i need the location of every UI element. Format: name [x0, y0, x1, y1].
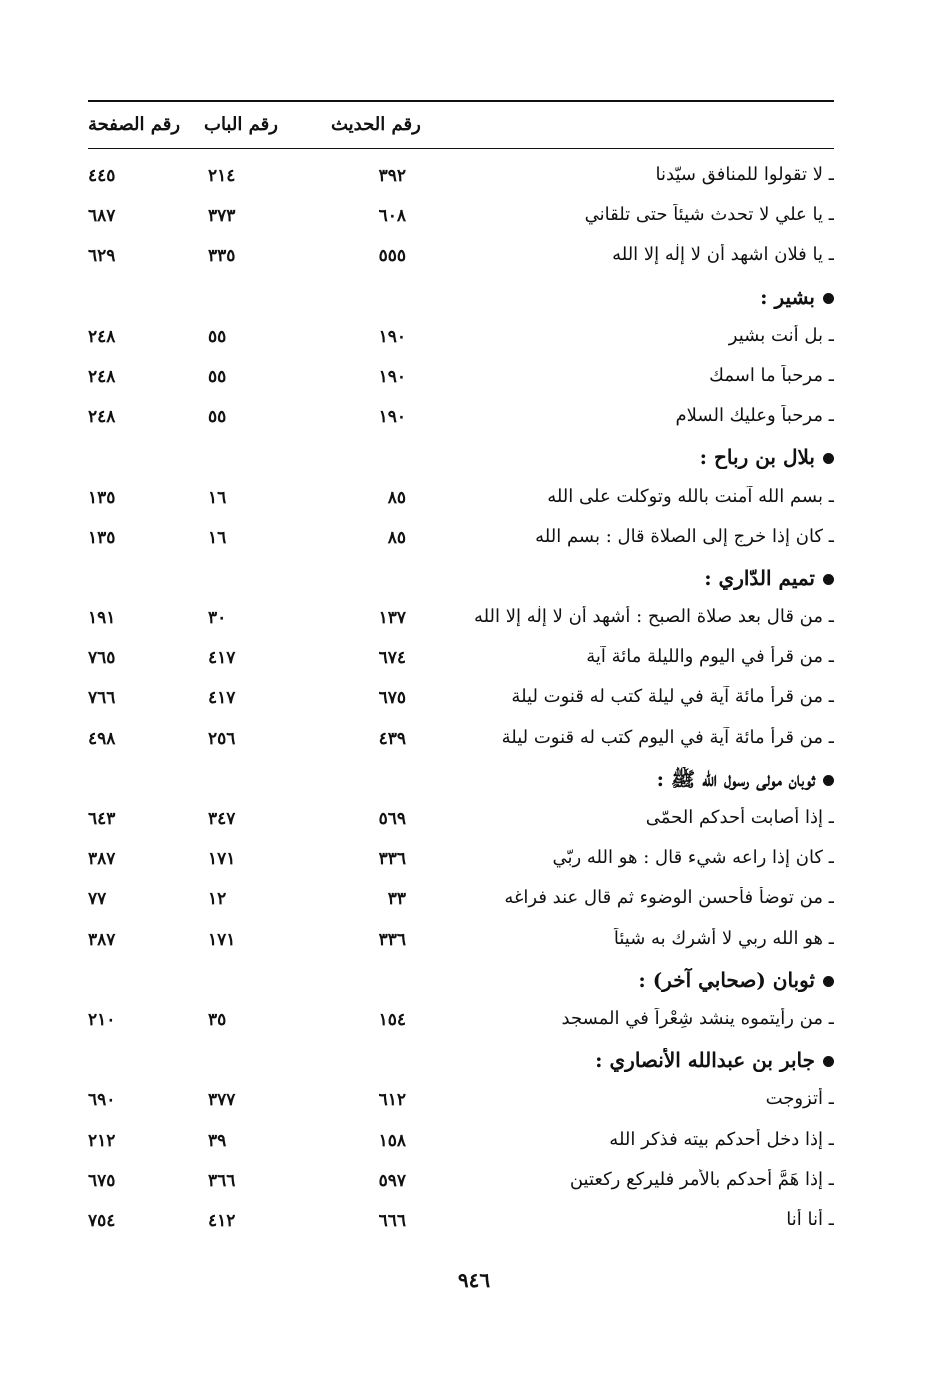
row-text: ـ بسم الله آمنت بالله وتوكلت على الله	[547, 485, 834, 507]
row-text: ـ من توضأ فأحسن الوضوء ثم قال عند فراغه	[504, 887, 834, 909]
hadith-number: ٨٥	[387, 527, 406, 548]
hadith-number: ٣٩٢	[378, 166, 406, 186]
page-number: ١٣٥	[88, 527, 116, 548]
row-text: ـ أتزوجت	[765, 1088, 834, 1110]
chapter-number: ٤١٢	[208, 1210, 236, 1231]
hadith-number: ٥٩٧	[378, 1170, 406, 1191]
page-number: ١٩١	[88, 608, 116, 629]
page-number: ٦٧٥	[88, 1170, 116, 1191]
narrator-heading	[88, 1044, 834, 1084]
row-text: ـ إذا أصابت أحدكم الحمّى	[645, 807, 834, 828]
hadith-text	[414, 1088, 834, 1109]
chapter-number: ٤١٧	[208, 648, 236, 669]
hadith-text	[414, 204, 834, 225]
hadith-row	[88, 321, 834, 361]
row-text: ـ كان إذا خرج إلى الصلاة قال : بسم الله	[535, 525, 834, 547]
hadith-text	[414, 646, 834, 667]
row-text: ـ مرحباً وعليك السلام	[675, 405, 834, 427]
page-number: ٢١٠	[88, 1009, 116, 1030]
bullet-icon	[823, 453, 834, 464]
chapter-number: ٣٩	[208, 1130, 227, 1151]
row-text: ـ إذا دخل أحدكم بيته فذكر الله	[609, 1128, 834, 1150]
row-text: ـ من قرأ مائة آية في ليلة كتب له قنوت ليلة	[511, 686, 834, 708]
row-text: جابر بن عبدالله الأنصاري :	[595, 1048, 815, 1073]
narrator-name	[414, 445, 834, 469]
bullet-icon	[823, 1056, 834, 1067]
hadith-text	[414, 686, 834, 707]
hadith-number: ٥٥٥	[378, 246, 406, 267]
page-number: ٦٤٣	[88, 809, 116, 829]
page-number: ٧٦٦	[88, 688, 116, 709]
row-text: تميم الدّاري :	[704, 565, 815, 590]
hadith-number: ٦١٢	[378, 1090, 406, 1111]
table-header	[88, 110, 834, 144]
hadith-text	[414, 606, 834, 627]
hadith-number: ٣٣	[387, 889, 406, 910]
hadith-row	[88, 642, 834, 682]
page-footer-number: ٩٤٦	[457, 1268, 491, 1292]
narrator-heading	[88, 281, 834, 321]
page-number: ٤٤٥	[88, 166, 116, 186]
top-rule	[88, 100, 834, 102]
hadith-row	[88, 1004, 834, 1044]
hadith-row	[88, 1084, 834, 1124]
page-number: ٦٩٠	[88, 1090, 116, 1111]
page-number-column-label: رقم الصفحة	[88, 114, 181, 135]
narrator-heading	[88, 763, 834, 803]
row-text: ثوبان مولى رسول الله ﷺ :	[656, 766, 815, 791]
hadith-text	[414, 887, 834, 908]
hadith-text	[414, 526, 834, 547]
hadith-row	[88, 1205, 834, 1245]
hadith-row	[88, 240, 834, 280]
hadith-row	[88, 522, 834, 562]
page-number: ٣٨٧	[88, 929, 116, 950]
page-number: ٦٨٧	[88, 206, 116, 227]
hadith-text	[414, 365, 834, 386]
hadith-text	[414, 807, 834, 828]
hadith-number: ٣٣٦	[378, 929, 406, 950]
row-text: بلال بن رباح :	[699, 445, 815, 470]
page-number: ٧٥٤	[88, 1210, 116, 1231]
row-text: ـ هو الله ربي لا أشرك به شيئاً	[613, 927, 834, 949]
hadith-number: ١٩٠	[378, 366, 406, 387]
hadith-text	[414, 164, 834, 185]
hadith-text	[414, 325, 834, 346]
header-rule	[88, 148, 834, 149]
hadith-number: ٦٧٤	[378, 648, 406, 669]
narrator-name	[414, 767, 834, 796]
hadith-row	[88, 723, 834, 763]
chapter-number: ٣٤٧	[208, 809, 236, 829]
chapter-number: ١٧١	[208, 849, 236, 870]
hadith-number: ١٩٠	[378, 326, 406, 347]
row-text: ـ إذا هَمَّ أحدكم بالأمر فليركع ركعتين	[569, 1168, 834, 1190]
chapter-number: ٥٥	[208, 326, 227, 347]
bullet-icon	[823, 976, 834, 987]
bullet-icon	[823, 574, 834, 585]
hadith-number: ١٩٠	[378, 407, 406, 428]
page-number: ٧٦٥	[88, 648, 116, 669]
page-number: ٢٤٨	[88, 366, 116, 387]
row-text: ـ من قرأ مائة آية في اليوم كتب له قنوت ليلة	[501, 726, 834, 748]
hadith-row	[88, 200, 834, 240]
page-number: ١٣٥	[88, 487, 116, 508]
index-list	[88, 160, 834, 1245]
hadith-number: ١٣٧	[378, 608, 406, 629]
hadith-number: ٦٠٨	[378, 206, 406, 227]
row-text: ـ مرحباً ما اسمك	[709, 364, 834, 386]
chapter-number: ٣٧٧	[208, 1090, 236, 1111]
chapter-number: ٣٧٣	[208, 206, 236, 227]
narrator-name	[414, 1048, 834, 1072]
page-number: ٤٩٨	[88, 728, 116, 749]
chapter-number: ١٢	[208, 889, 227, 910]
chapter-number: ٥٥	[208, 407, 227, 428]
hadith-number: ٣٣٦	[378, 849, 406, 870]
hadith-row	[88, 160, 834, 200]
row-text: ـ من رأيتموه ينشد شِعْراً في المسجد	[561, 1007, 834, 1029]
hadith-row	[88, 602, 834, 642]
row-text: ـ يا فلان اشهد أن لا إلٰه إلا الله	[612, 244, 834, 266]
narrator-heading	[88, 562, 834, 602]
row-text: ـ أنا أنا	[786, 1208, 834, 1230]
hadith-number: ٦٧٥	[378, 688, 406, 709]
row-text: ـ من قال بعد صلاة الصبح : أشهد أن لا إلٰه إلا الله	[473, 606, 834, 628]
narrator-heading	[88, 964, 834, 1004]
row-text: ـ لا تقولوا للمنافق سيّدنا	[655, 164, 834, 185]
hadith-text	[414, 1129, 834, 1150]
row-text: ـ من قرأ في اليوم والليلة مائة آية	[586, 646, 834, 668]
row-text: ثوبان (صحابي آخر) :	[638, 967, 815, 992]
hadith-row	[88, 401, 834, 441]
chapter-number-column-label: رقم الباب	[204, 114, 278, 135]
chapter-number: ١٦	[208, 487, 227, 508]
hadith-row	[88, 482, 834, 522]
hadith-text	[414, 847, 834, 868]
bullet-icon	[823, 293, 834, 304]
page-number: ٦٢٩	[88, 246, 116, 267]
chapter-number: ٣٠	[208, 608, 227, 629]
hadith-row	[88, 1165, 834, 1205]
page-number: ٧٧	[88, 889, 107, 910]
hadith-number: ٤٣٩	[378, 728, 406, 749]
hadith-row	[88, 1125, 834, 1165]
hadith-number: ١٥٨	[378, 1130, 406, 1151]
narrator-name	[414, 968, 834, 992]
hadith-text	[414, 486, 834, 507]
hadith-number: ٦٦٦	[378, 1210, 406, 1231]
chapter-number: ٣٦٦	[208, 1170, 236, 1191]
page-number: ٢١٢	[88, 1130, 116, 1151]
hadith-row	[88, 803, 834, 843]
chapter-number: ١٧١	[208, 929, 236, 950]
hadith-text	[414, 1209, 834, 1230]
hadith-number: ٥٦٩	[378, 809, 406, 829]
hadith-text	[414, 405, 834, 426]
chapter-number: ٢١٤	[208, 166, 236, 186]
row-text: ـ كان إذا راعه شيء قال : هو الله ربّي	[552, 847, 834, 869]
hadith-row	[88, 843, 834, 883]
page-number: ٢٤٨	[88, 407, 116, 428]
chapter-number: ٣٥	[208, 1009, 227, 1030]
narrator-name	[414, 566, 834, 590]
chapter-number: ١٦	[208, 527, 227, 548]
narrator-heading	[88, 441, 834, 481]
hadith-text	[414, 727, 834, 748]
hadith-row	[88, 883, 834, 923]
chapter-number: ٢٥٦	[208, 728, 236, 749]
page-number: ٣٨٧	[88, 849, 116, 870]
row-text: ـ بل أنت بشير	[728, 324, 834, 346]
bullet-icon	[823, 775, 834, 786]
hadith-number: ١٥٤	[378, 1009, 406, 1030]
hadith-row	[88, 924, 834, 964]
hadith-number-column-label: رقم الحديث	[331, 114, 421, 135]
page-number: ٢٤٨	[88, 326, 116, 347]
chapter-number: ٤١٧	[208, 688, 236, 709]
hadith-text	[414, 1169, 834, 1190]
chapter-number: ٥٥	[208, 366, 227, 387]
hadith-row	[88, 682, 834, 722]
hadith-text	[414, 1008, 834, 1029]
hadith-number: ٨٥	[387, 487, 406, 508]
hadith-text	[414, 928, 834, 949]
row-text: بشير :	[760, 284, 815, 309]
hadith-row	[88, 361, 834, 401]
chapter-number: ٣٣٥	[208, 246, 236, 267]
narrator-name	[414, 285, 834, 309]
row-text: ـ يا علي لا تحدث شيئاً حتى تلقاني	[584, 204, 834, 226]
hadith-text	[414, 244, 834, 265]
